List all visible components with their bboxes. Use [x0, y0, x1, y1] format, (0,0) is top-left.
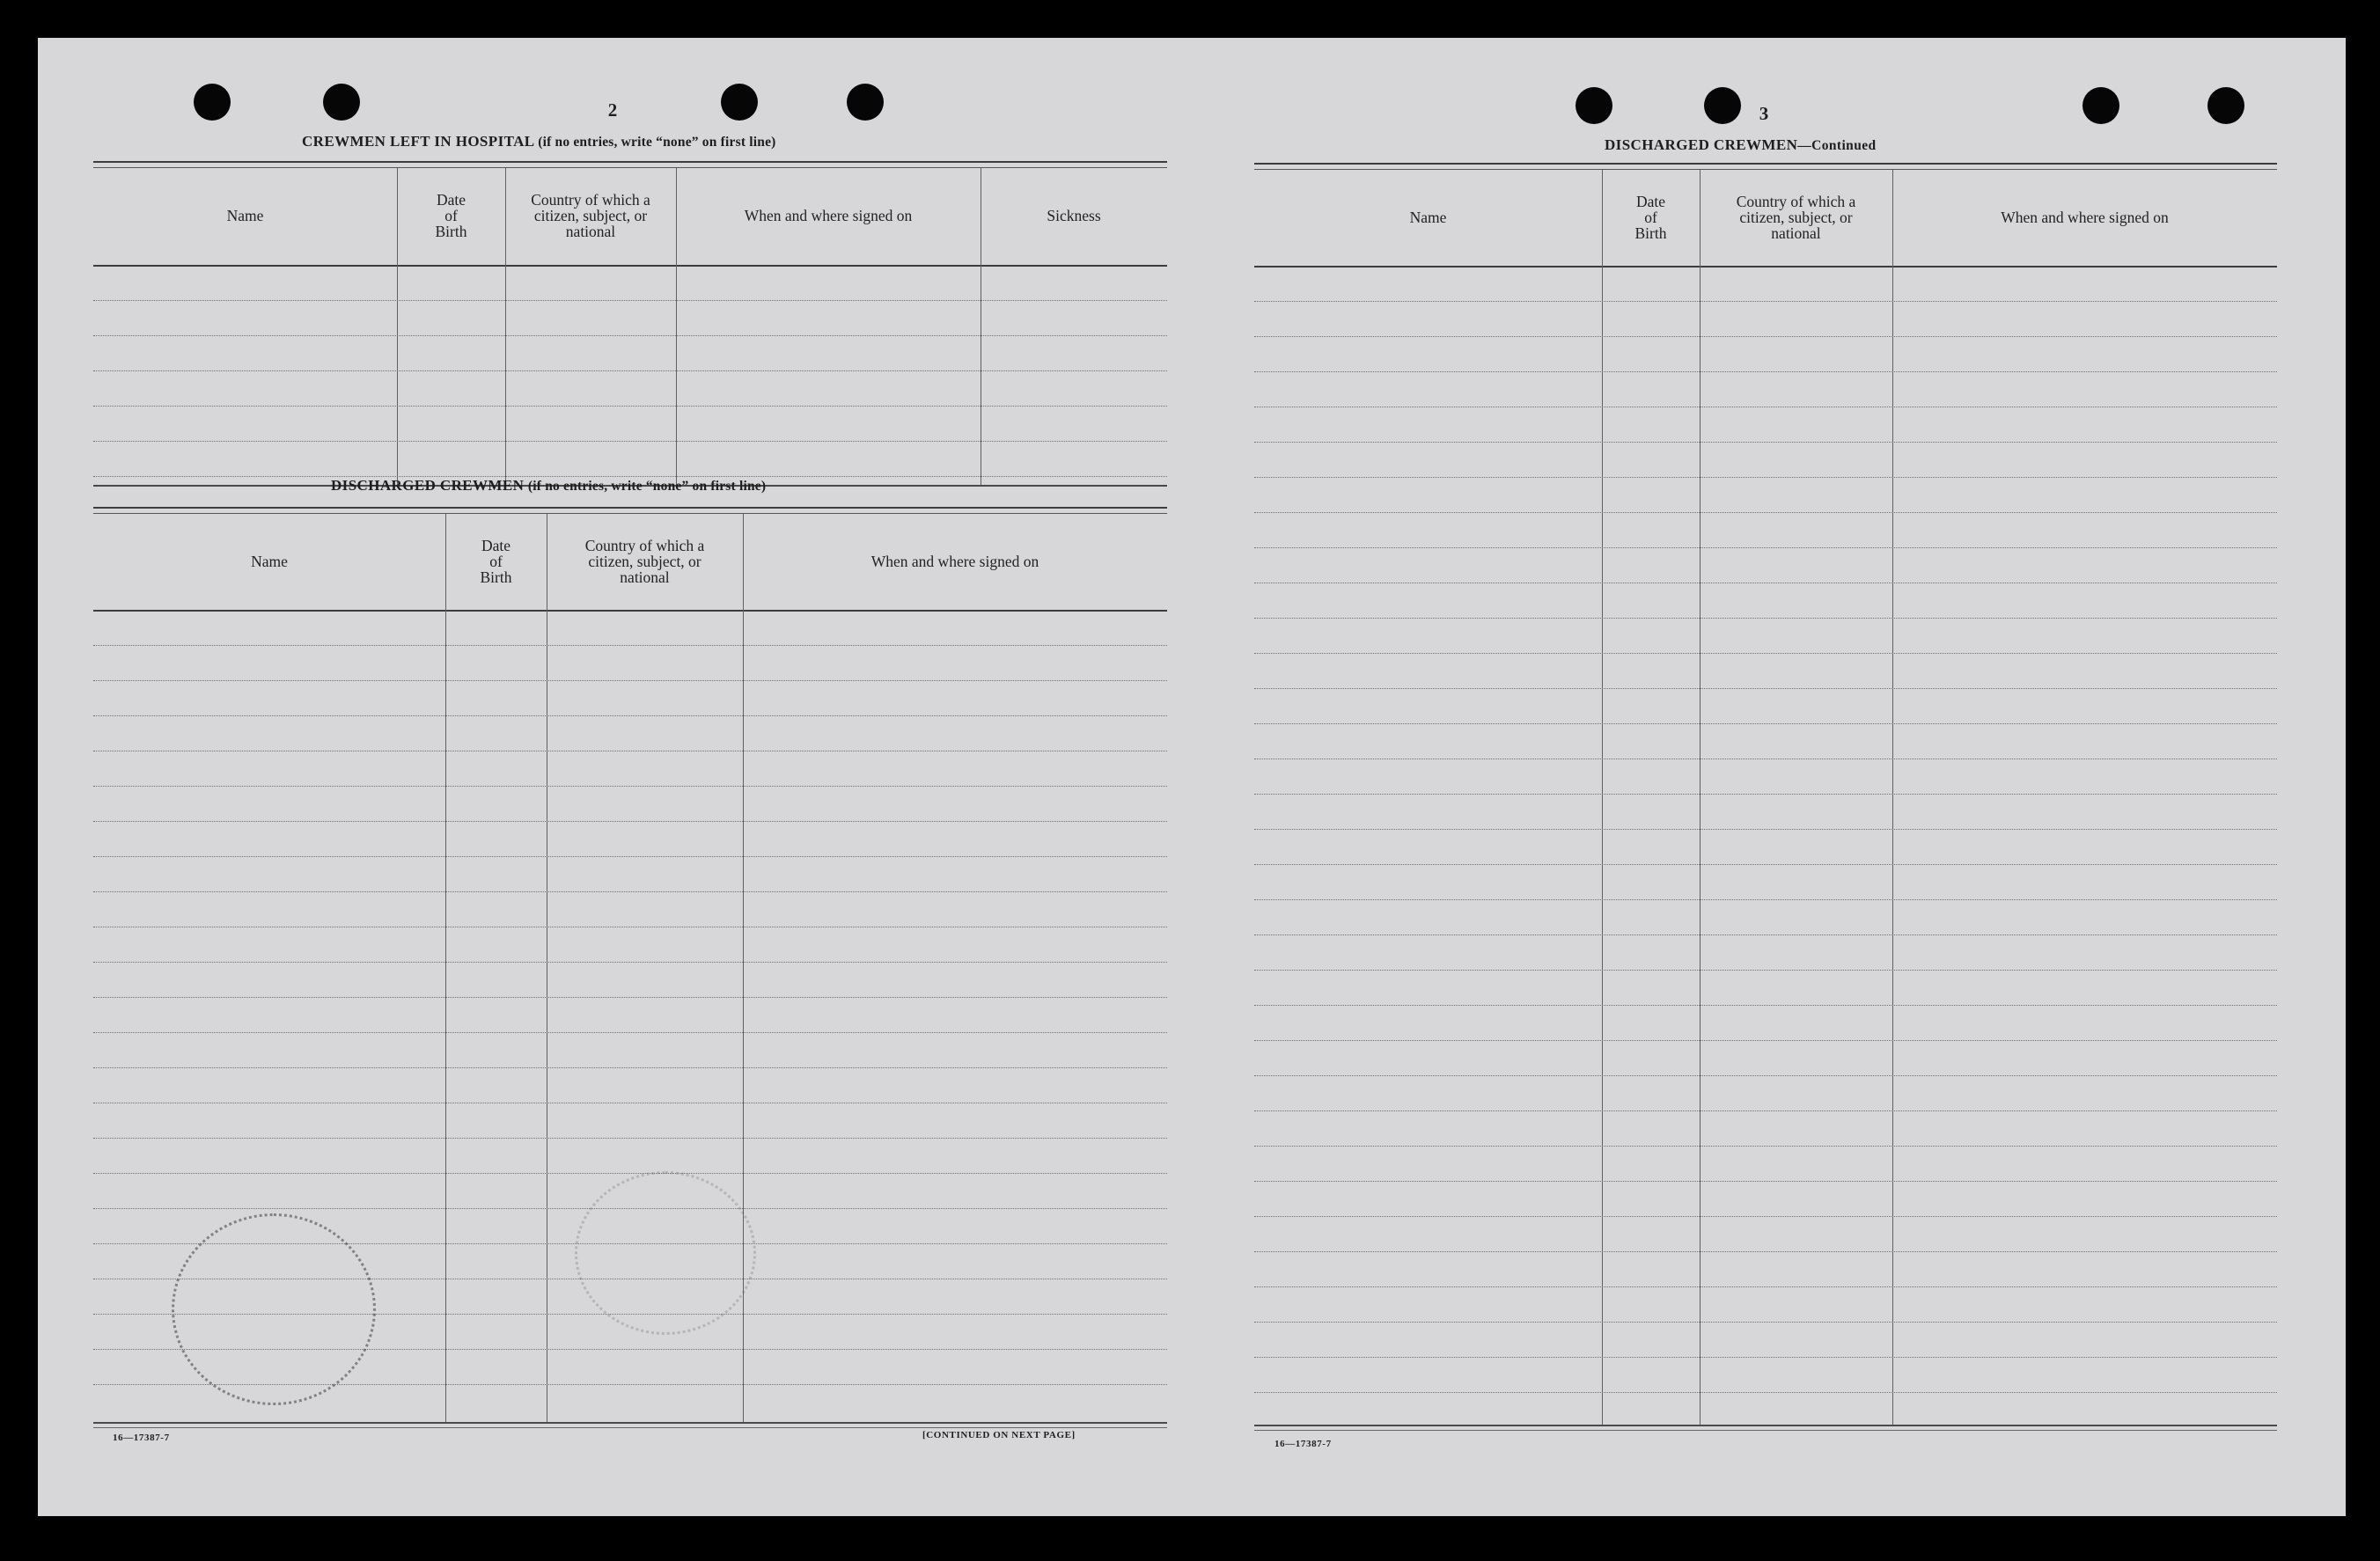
entry-line [1254, 934, 2277, 935]
entry-line [1254, 1322, 2277, 1323]
page-number-right: 3 [1759, 103, 1769, 124]
table-bottom-rule [1254, 1425, 2277, 1426]
table-top-rule [93, 507, 1167, 509]
punch-hole [2207, 87, 2244, 124]
column-divider [445, 514, 446, 1422]
column-header-line: citizen, subject, or [588, 552, 702, 570]
table-top-rule [93, 161, 1167, 163]
entry-line [93, 821, 1167, 822]
entry-line [1254, 1181, 2277, 1182]
entry-line [1254, 1286, 2277, 1287]
column-header-line: Name [1409, 208, 1447, 226]
hospital-table [93, 161, 1167, 485]
column-header [397, 168, 505, 263]
entry-line [93, 891, 1167, 892]
column-header [1892, 170, 2277, 264]
entry-line [93, 997, 1167, 998]
entry-line [1254, 899, 2277, 900]
discharged-title-text: DISCHARGED CREWMEN [331, 477, 525, 494]
entry-line [93, 300, 1167, 301]
continued-title-suffix: —Continued [1797, 138, 1877, 153]
punch-hole [194, 84, 231, 121]
document-sheet [38, 38, 2346, 1516]
punch-hole [1576, 87, 1612, 124]
entry-line [1254, 653, 2277, 654]
entry-line [93, 335, 1167, 336]
entry-line [1254, 301, 2277, 302]
column-header-line: citizen, subject, or [1739, 208, 1853, 226]
entry-line [93, 645, 1167, 646]
entry-line [1254, 829, 2277, 830]
punch-hole [2082, 87, 2119, 124]
column-header [981, 168, 1167, 263]
form-number-right: 16—17387-7 [1274, 1439, 1332, 1449]
form-number-left: 16—17387-7 [113, 1433, 170, 1443]
column-header-line: of [1644, 208, 1657, 226]
entry-line [1254, 794, 2277, 795]
entry-line [1254, 477, 2277, 478]
column-header [93, 168, 397, 263]
column-header-line: national [565, 223, 616, 240]
entry-line [93, 715, 1167, 716]
column-header-line: Date [436, 191, 466, 209]
entry-line [1254, 970, 2277, 971]
entry-line [93, 370, 1167, 371]
column-header-line: of [489, 552, 503, 570]
entry-line [93, 1067, 1167, 1068]
entry-line [1254, 1392, 2277, 1393]
entry-line [1254, 618, 2277, 619]
hospital-title-text: CREWMEN LEFT IN HOSPITAL [302, 133, 534, 150]
continued-note: [CONTINUED ON NEXT PAGE] [922, 1430, 1076, 1440]
table-top-rule [1254, 163, 2277, 165]
entry-line [1254, 864, 2277, 865]
entry-line [1254, 1251, 2277, 1252]
column-divider [1602, 170, 1603, 1425]
entry-line [93, 441, 1167, 442]
entry-line [93, 1138, 1167, 1139]
column-header-line: Name [251, 552, 288, 570]
entry-line [1254, 1146, 2277, 1147]
punch-hole [721, 84, 758, 121]
column-header-line: Birth [1634, 224, 1667, 242]
table-bottom-rule [1254, 1430, 2277, 1431]
entry-line [1254, 442, 2277, 443]
entry-line [1254, 1075, 2277, 1076]
entry-line [1254, 1357, 2277, 1358]
entry-line [1254, 1040, 2277, 1041]
column-header-line: Name [226, 207, 264, 224]
punch-hole [323, 84, 360, 121]
column-header-line: of [444, 207, 458, 224]
entry-line [93, 680, 1167, 681]
entry-line [93, 406, 1167, 407]
discharged-continued-table [1254, 163, 2277, 1425]
column-header [1700, 170, 1892, 264]
entry-line [93, 962, 1167, 963]
column-header-line: When and where signed on [744, 207, 913, 224]
entry-line [93, 786, 1167, 787]
entry-line [93, 1032, 1167, 1033]
continued-section-title [1605, 136, 1877, 154]
column-header-line: Birth [480, 568, 512, 586]
column-header-line: Country of which a [1736, 192, 1856, 210]
discharged-section-title [331, 477, 766, 495]
entry-line [93, 1173, 1167, 1174]
column-header-line: Date [1635, 192, 1666, 210]
table-bottom-rule [93, 1427, 1167, 1428]
page-number-left: 2 [607, 99, 618, 121]
hospital-section-title [302, 133, 776, 150]
column-header [676, 168, 981, 263]
entry-line [1254, 371, 2277, 372]
column-header [547, 514, 743, 608]
column-header-line: Country of which a [531, 191, 650, 209]
column-header-line: citizen, subject, or [533, 207, 648, 224]
continued-title-text: DISCHARGED CREWMEN [1605, 136, 1798, 153]
entry-line [93, 856, 1167, 857]
entry-line [1254, 1110, 2277, 1111]
column-header [1254, 170, 1602, 264]
column-header-line: Birth [435, 223, 467, 240]
entry-line [1254, 1005, 2277, 1006]
faint-stamp [172, 1213, 376, 1405]
column-header-line: Date [481, 536, 511, 554]
column-header-line: Country of which a [584, 536, 705, 554]
entry-line [1254, 1216, 2277, 1217]
column-divider [1700, 170, 1701, 1425]
header-bottom-rule [1254, 266, 2277, 267]
punch-hole [847, 84, 884, 121]
column-header-line: When and where signed on [2001, 208, 2169, 226]
header-bottom-rule [93, 265, 1167, 267]
column-header [743, 514, 1167, 608]
column-header-line: Sickness [1047, 207, 1101, 224]
column-header-line: national [620, 568, 670, 586]
header-bottom-rule [93, 610, 1167, 612]
hospital-title-instruction: (if no entries, write “none” on first line) [538, 135, 776, 150]
entry-line [1254, 336, 2277, 337]
entry-line [1254, 688, 2277, 689]
discharged-title-instruction: (if no entries, write “none” on first line) [527, 479, 767, 494]
table-bottom-rule [93, 1422, 1167, 1424]
column-header-line: When and where signed on [870, 552, 1039, 570]
column-header [445, 514, 547, 608]
column-divider [1892, 170, 1893, 1425]
entry-line [1254, 723, 2277, 724]
punch-hole [1704, 87, 1741, 124]
faint-stamp [575, 1171, 756, 1335]
column-header [505, 168, 676, 263]
entry-line [1254, 547, 2277, 548]
column-header-line: national [1771, 224, 1821, 242]
column-header [93, 514, 445, 608]
entry-line [1254, 512, 2277, 513]
column-header [1602, 170, 1700, 264]
